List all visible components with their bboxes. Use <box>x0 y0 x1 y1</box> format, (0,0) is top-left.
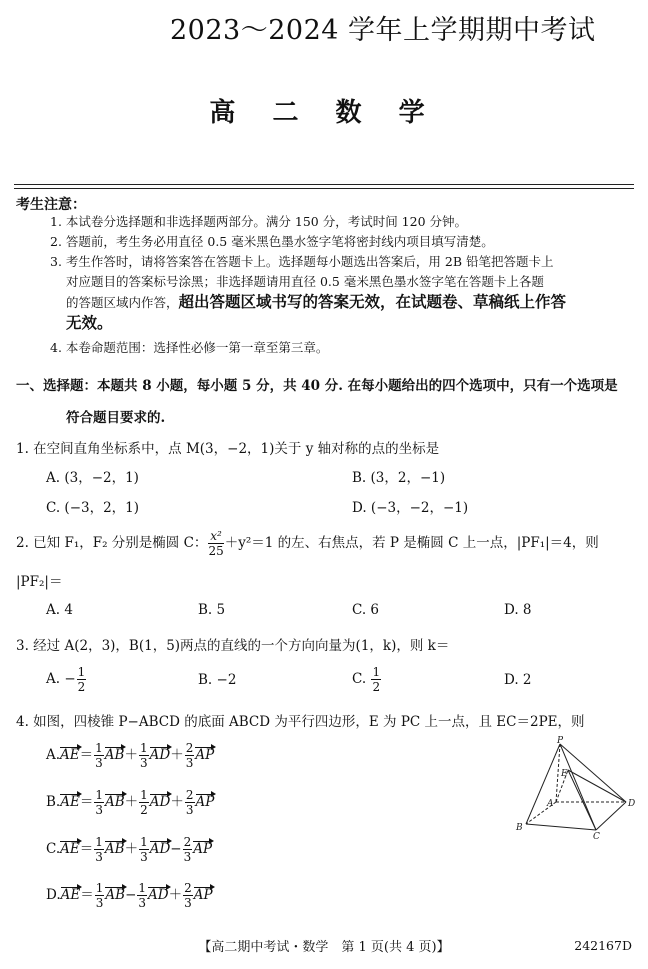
q4-option-a <box>46 742 214 769</box>
den: 3 <box>95 756 103 770</box>
q2-option-a: A. 4 <box>46 602 73 618</box>
q3-option-a <box>46 666 87 693</box>
frac <box>139 742 149 769</box>
q2-frac-num: x² <box>210 529 222 543</box>
q3-option-c <box>352 666 382 693</box>
vec-ap: AP <box>193 841 213 857</box>
label-c: C <box>593 832 600 840</box>
q4-c-label: C. <box>46 841 61 857</box>
q2-text-3: |PF₂|＝ <box>16 574 63 590</box>
frac <box>139 789 149 816</box>
notice-line-3c-text: 的答题区域内作答， <box>66 295 179 310</box>
q2-option-c: C. 6 <box>352 602 380 618</box>
q3-c-label: C. <box>352 671 367 687</box>
q4-option-d <box>46 882 213 909</box>
frac <box>185 742 195 769</box>
vec-ab: AB <box>105 887 126 903</box>
minus: − <box>125 887 137 903</box>
vec-ap: AP <box>195 794 215 810</box>
q2-text-1: 2. 已知 F₁，F₂ 分别是椭圆 C： <box>16 535 208 551</box>
paper-code: 242167D <box>574 938 632 953</box>
frac <box>94 742 104 769</box>
frac <box>183 836 193 863</box>
vec-ae: AE <box>60 794 80 810</box>
den: 3 <box>184 896 192 910</box>
vec-ae: AE <box>60 747 80 763</box>
label-p: P <box>557 736 564 746</box>
q2-option-d: D. 8 <box>504 602 532 618</box>
label-b: B <box>516 823 523 833</box>
q1-option-a: A. (3，−2，1) <box>46 470 139 486</box>
vec-ab: AB <box>104 747 125 763</box>
notice-line-3a: 3. 考生作答时，请将答案答在答题卡上。选择题每小题选出答案后，用 2B 铅笔把答题卡上 <box>50 254 554 269</box>
num: 1 <box>95 881 104 895</box>
vec-ab: AB <box>104 841 125 857</box>
label-e: E <box>561 769 568 779</box>
q3-a-num: 1 <box>77 665 86 679</box>
equals: ＝ <box>79 747 94 763</box>
page-footer: 【高二期中考试・数学 第 1 页(共 4 页)】 <box>198 940 450 955</box>
pyramid-figure <box>512 736 640 840</box>
notice-line-1: 1. 本试卷分选择题和非选择题两部分。满分 150 分，考试时间 120 分钟。 <box>50 214 468 229</box>
vec-ae: AE <box>60 887 81 903</box>
q2-option-b: B. 5 <box>198 602 226 618</box>
frac <box>94 836 104 863</box>
q3-option-b: B. −2 <box>198 672 237 688</box>
notice-warning: 超出答题区域书写的答案无效，在试题卷、草稿纸上作答 <box>178 293 567 311</box>
exam-title: 2023～2024 学年上学期期中考试 <box>170 15 596 46</box>
q3-a-den: 2 <box>77 680 86 694</box>
divider-top <box>14 184 634 185</box>
q2-fraction <box>208 530 223 557</box>
question-3-stem: 3. 经过 A(2，3)，B(1，5)两点的直线的一个方向向量为(1，k)，则 k＝ <box>16 638 450 654</box>
q3-c-den: 2 <box>372 680 381 694</box>
vec-ad: AD <box>149 841 171 857</box>
q4-d-label: D. <box>46 887 61 903</box>
plus: ＋ <box>124 841 139 857</box>
q4-b-label: B. <box>46 794 61 810</box>
notice-warning-end: 无效。 <box>66 314 113 332</box>
q4-option-b <box>46 789 214 816</box>
notice-heading: 考生注意： <box>16 197 86 213</box>
frac <box>139 836 149 863</box>
frac <box>185 789 195 816</box>
q3-c-num: 1 <box>372 665 381 679</box>
q3-a-label: A. − <box>46 671 76 687</box>
q4-option-c <box>46 836 212 863</box>
notice-line-3c <box>66 292 566 313</box>
vec-ad: AD <box>149 747 171 763</box>
den: 3 <box>138 896 147 910</box>
q2-text-2: ＋y²＝1 的左、右焦点，若 P 是椭圆 C 上一点，|PF₁|＝4，则 <box>224 535 599 551</box>
edge-ec <box>568 770 596 830</box>
subject-title: 高 二 数 学 <box>209 98 439 128</box>
den: 3 <box>95 803 103 817</box>
frac <box>137 882 147 909</box>
den: 3 <box>185 803 194 817</box>
plus: ＋ <box>170 747 184 763</box>
notice-line-4: 4. 本卷命题范围：选择性必修一第一章至第三章。 <box>50 340 329 355</box>
num: 1 <box>95 835 103 849</box>
plus: ＋ <box>124 794 139 810</box>
frac <box>95 882 105 909</box>
num: 2 <box>185 788 194 802</box>
num: 1 <box>140 788 148 802</box>
plus: ＋ <box>168 887 183 903</box>
num: 1 <box>138 881 147 895</box>
den: 2 <box>140 803 148 817</box>
q1-option-d: D. (−3，−2，−1) <box>352 500 469 516</box>
plus: ＋ <box>170 794 184 810</box>
label-d: D <box>628 799 636 809</box>
vec-ap: AP <box>193 887 213 903</box>
frac <box>94 789 104 816</box>
equals: ＝ <box>79 841 94 857</box>
vec-ae: AE <box>60 841 80 857</box>
vec-ab: AB <box>104 794 125 810</box>
den: 3 <box>139 756 148 770</box>
num: 1 <box>139 741 148 755</box>
vec-ap: AP <box>195 747 215 763</box>
label-a: A <box>547 799 554 809</box>
edge-bc <box>526 824 596 830</box>
equals: ＝ <box>80 887 94 903</box>
question-2-stem <box>16 530 599 557</box>
den: 3 <box>95 896 104 910</box>
notice-line-3b: 对应题目的答案标号涂黑；非选择题请用直径 0.5 毫米黑色墨水签字笔在答题卡上各题 <box>66 274 544 289</box>
num: 1 <box>95 788 103 802</box>
q4-a-label: A. <box>46 747 61 763</box>
num: 2 <box>184 881 192 895</box>
q2-frac-den: 25 <box>208 544 224 558</box>
num: 1 <box>140 835 148 849</box>
section-heading: 一、选择题：本题共 8 小题，每小题 5 分，共 40 分. 在每小题给出的四个选项中，只有一个选项是 <box>16 378 618 394</box>
divider-bottom <box>14 188 634 189</box>
section-heading-cont: 符合题目要求的. <box>66 410 166 426</box>
num: 1 <box>95 741 103 755</box>
num: 2 <box>183 835 192 849</box>
question-4-stem: 4. 如图，四棱锥 P−ABCD 的底面 ABCD 为平行四边形，E 为 PC 上一点，且 EC＝2PE，则 <box>16 714 585 730</box>
frac <box>183 882 193 909</box>
q3-option-d: D. 2 <box>504 672 532 688</box>
vec-ad: AD <box>149 794 171 810</box>
edge-pc <box>560 744 596 830</box>
edge-cd <box>596 802 626 830</box>
den: 3 <box>95 850 103 864</box>
edge-ed <box>568 770 626 802</box>
vec-ad: AD <box>148 887 169 903</box>
notice-line-2: 2. 答题前，考生务必用直径 0.5 毫米黑色墨水签字笔将密封线内项目填写清楚。 <box>50 234 494 249</box>
q1-option-c: C. (−3，2，1) <box>46 500 140 516</box>
q1-option-b: B. (3，2，−1) <box>352 470 446 486</box>
den: 3 <box>183 850 192 864</box>
minus: − <box>170 841 182 857</box>
q3-a-fraction <box>77 666 87 693</box>
plus: ＋ <box>124 747 138 763</box>
q3-c-fraction <box>371 666 381 693</box>
den: 3 <box>140 850 148 864</box>
question-1-stem: 1. 在空间直角坐标系中，点 M(3，−2，1)关于 y 轴对称的点的坐标是 <box>16 441 440 457</box>
den: 3 <box>185 756 194 770</box>
equals: ＝ <box>79 794 94 810</box>
num: 2 <box>185 741 194 755</box>
